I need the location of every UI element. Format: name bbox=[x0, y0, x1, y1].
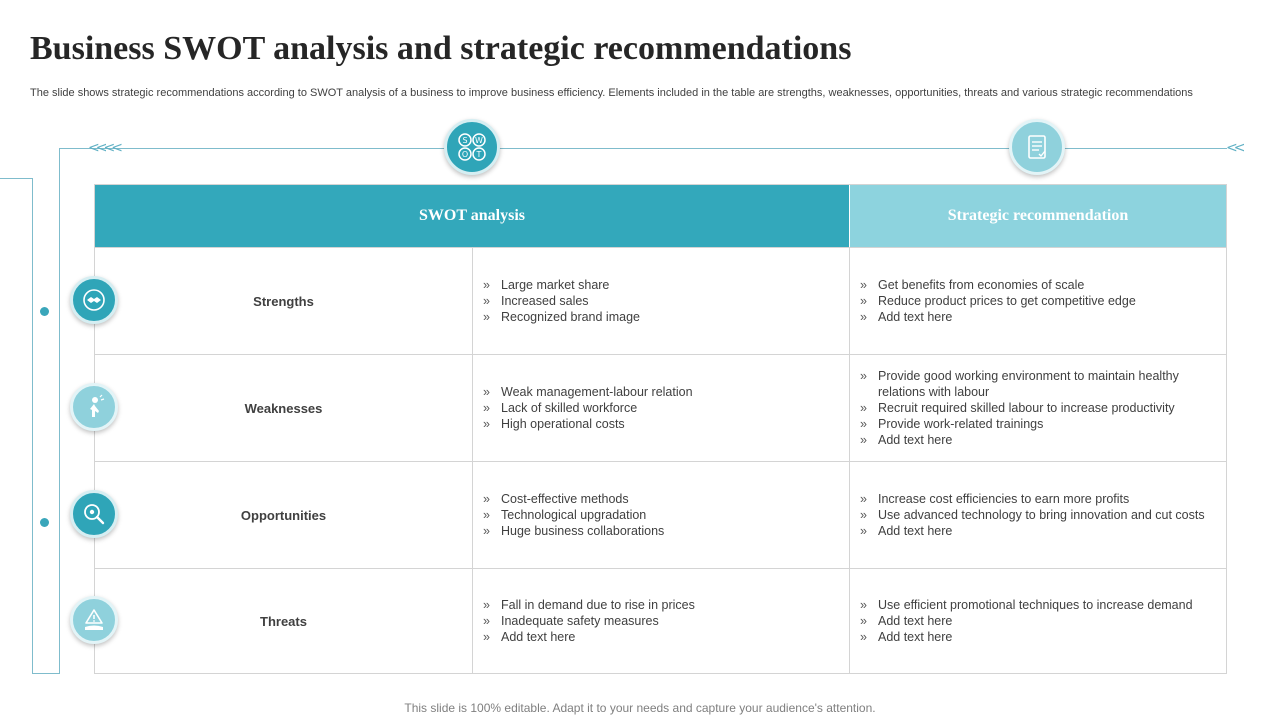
list-item: » Recognized brand image bbox=[483, 309, 640, 325]
list-item: » Add text here bbox=[483, 629, 695, 645]
bottom-connector-line bbox=[32, 673, 60, 674]
swot-analysis-header: SWOT analysis bbox=[95, 185, 849, 247]
outer-vertical-line bbox=[32, 178, 33, 674]
list-item: » Recruit required skilled labour to increase productivity bbox=[860, 400, 1216, 416]
timeline-dot bbox=[40, 518, 49, 527]
page-subtitle: The slide shows strategic recommendations according to SWOT analysis of a business to improve business efficiency. Elements included in the table are strengths, weaknesses, opportunities, threats and various strategic recommendations bbox=[30, 87, 1193, 99]
chevrons-left-icon: <<<< bbox=[88, 140, 119, 156]
list-item: » Reduce product prices to get competitive edge bbox=[860, 293, 1136, 309]
table-row-strengths bbox=[95, 247, 1226, 354]
list-item: » Cost-effective methods bbox=[483, 491, 664, 507]
strategy-cell bbox=[849, 248, 1226, 354]
footer-note: This slide is 100% editable. Adapt it to your needs and capture your audience's attention. bbox=[404, 701, 876, 715]
left-vertical-line bbox=[59, 148, 60, 674]
swot-table bbox=[94, 184, 1227, 674]
list-item: » Weak management-labour relation bbox=[483, 384, 693, 400]
strategy-cell bbox=[849, 355, 1226, 461]
outer-top-line bbox=[0, 178, 33, 179]
list-item: » Use efficient promotional techniques to increase demand bbox=[860, 597, 1193, 613]
strategy-cell bbox=[849, 569, 1226, 673]
table-row-threats bbox=[95, 568, 1226, 673]
timeline-dot bbox=[40, 307, 49, 316]
chevrons-right-icon: << bbox=[1226, 140, 1242, 156]
swot-letter-w: W bbox=[475, 136, 483, 145]
row-label: Weaknesses bbox=[244, 400, 323, 416]
list-item: » Add text here bbox=[860, 432, 1216, 448]
strategy-cell bbox=[849, 462, 1226, 568]
swot-cell bbox=[472, 355, 849, 461]
row-label: Opportunities bbox=[240, 507, 327, 523]
list-item: » Add text here bbox=[860, 523, 1205, 539]
swot-cell bbox=[472, 569, 849, 673]
table-row-weaknesses bbox=[95, 354, 1226, 461]
list-item: » Increased sales bbox=[483, 293, 640, 309]
list-item: » Large market share bbox=[483, 277, 640, 293]
strategy-document-icon bbox=[1009, 119, 1065, 175]
list-item: » Technological upgradation bbox=[483, 507, 664, 523]
list-item: » High operational costs bbox=[483, 416, 693, 432]
list-item: » Provide work-related trainings bbox=[860, 416, 1216, 432]
swot-cell bbox=[472, 462, 849, 568]
list-item: » Use advanced technology to bring innovation and cut costs bbox=[860, 507, 1205, 523]
row-label: Strengths bbox=[253, 293, 314, 309]
swot-letter-o: O bbox=[461, 150, 469, 159]
swot-letter-t: T bbox=[476, 150, 482, 159]
strategic-recommendation-header: Strategic recommendation bbox=[850, 185, 1226, 247]
list-item: » Fall in demand due to rise in prices bbox=[483, 597, 695, 613]
swot-letter-s: S bbox=[462, 136, 468, 145]
list-item: » Lack of skilled workforce bbox=[483, 400, 693, 416]
swot-icon bbox=[444, 119, 500, 175]
list-item: » Add text here bbox=[860, 613, 1193, 629]
list-item: » Inadequate safety measures bbox=[483, 613, 695, 629]
handshake-icon bbox=[70, 276, 118, 324]
magnifier-icon bbox=[70, 490, 118, 538]
row-label: Threats bbox=[260, 613, 307, 629]
list-item: » Huge business collaborations bbox=[483, 523, 664, 539]
page-title: Business SWOT analysis and strategic recommendations bbox=[30, 30, 852, 67]
list-item: » Provide good working environment to maintain healthy relations with labour bbox=[860, 368, 1216, 400]
table-row-opportunities bbox=[95, 461, 1226, 568]
swot-cell bbox=[472, 248, 849, 354]
tired-person-icon bbox=[70, 383, 118, 431]
list-item: » Add text here bbox=[860, 309, 1136, 325]
list-item: » Increase cost efficiencies to earn more profits bbox=[860, 491, 1205, 507]
warning-hand-icon bbox=[70, 596, 118, 644]
list-item: » Add text here bbox=[860, 629, 1193, 645]
list-item: » Get benefits from economies of scale bbox=[860, 277, 1136, 293]
